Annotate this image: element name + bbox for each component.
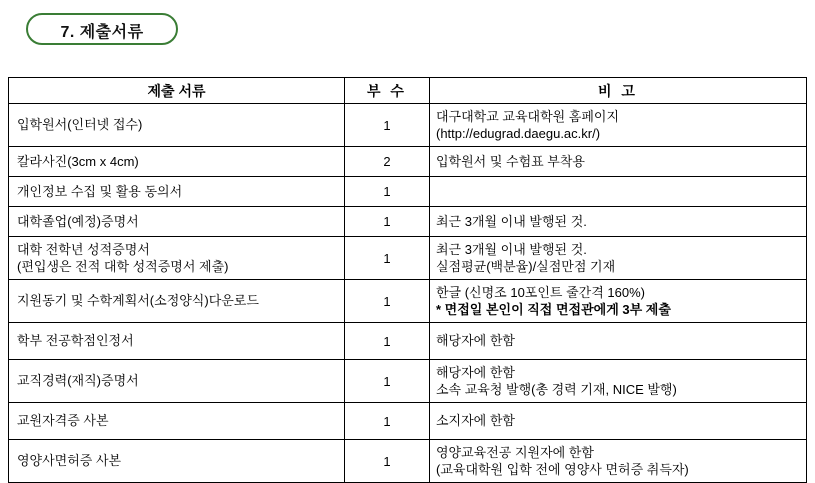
- note-line: 소지자에 한함: [436, 413, 515, 429]
- cell-note: [430, 207, 807, 237]
- table-row: [9, 403, 807, 440]
- note-line: 최근 3개월 이내 발행된 것.: [436, 241, 587, 257]
- cell-note: [430, 360, 807, 403]
- document-line: 교원자격증 사본: [17, 413, 109, 429]
- cell-note: [430, 147, 807, 177]
- document-line: (편입생은 전적 대학 성적증명서 제출): [17, 259, 229, 274]
- note-line: 입학원서 및 수험표 부착용: [436, 153, 585, 169]
- cell-document: [9, 323, 345, 360]
- column-header-note: 비 고: [430, 78, 807, 104]
- cell-document: [9, 360, 345, 403]
- column-header-count: 부 수: [345, 78, 430, 104]
- table-row: [9, 440, 807, 483]
- cell-document: [9, 147, 345, 177]
- cell-count: 1: [345, 207, 430, 237]
- table-row: [9, 280, 807, 323]
- document-line: 지원동기 및 수학계획서(소정양식)다운로드: [17, 293, 259, 309]
- cell-document: [9, 104, 345, 147]
- cell-count: 1: [345, 177, 430, 207]
- note-line: 최근 3개월 이내 발행된 것.: [436, 213, 587, 229]
- cell-document: [9, 280, 345, 323]
- cell-note: [430, 280, 807, 323]
- document-line: 칼라사진(3cm x 4cm): [17, 153, 139, 169]
- cell-document: [9, 440, 345, 483]
- note-line: 해당자에 한함: [436, 333, 515, 349]
- cell-document: [9, 403, 345, 440]
- cell-count: 1: [345, 237, 430, 280]
- cell-count: 1: [345, 323, 430, 360]
- cell-count: 1: [345, 360, 430, 403]
- cell-document: [9, 237, 345, 280]
- table-header-row: [9, 78, 807, 104]
- section-heading: [26, 13, 178, 45]
- cell-note: [430, 104, 807, 147]
- document-line: 학부 전공학점인정서: [17, 333, 134, 349]
- note-line: 해당자에 한함: [436, 364, 515, 380]
- cell-count: 1: [345, 104, 430, 147]
- table-row: [9, 104, 807, 147]
- cell-note: [430, 177, 807, 207]
- cell-note: [430, 440, 807, 483]
- table-row: [9, 237, 807, 280]
- cell-note: [430, 323, 807, 360]
- note-line: 대구대학교 교육대학원 홈페이지: [436, 108, 620, 124]
- document-line: 개인정보 수집 및 활용 동의서: [17, 183, 183, 199]
- document-line: 대학 전학년 성적증명서: [17, 241, 150, 257]
- table-row: [9, 147, 807, 177]
- cell-document: [9, 177, 345, 207]
- note-line: 영양교육전공 지원자에 한함: [436, 444, 594, 460]
- note-line: (http://edugrad.daegu.ac.kr/): [436, 126, 601, 141]
- document-line: 입학원서(인터넷 접수): [17, 117, 143, 133]
- note-line: 한글 (신명조 10포인트 줄간격 160%): [436, 284, 645, 300]
- cell-count: 1: [345, 403, 430, 440]
- cell-document: [9, 207, 345, 237]
- submission-documents-table: [8, 77, 807, 483]
- cell-count: 2: [345, 147, 430, 177]
- table-row: [9, 177, 807, 207]
- document-line: 대학졸업(예정)증명서: [17, 213, 139, 229]
- cell-note: [430, 403, 807, 440]
- document-line: 영양사면허증 사본: [17, 453, 122, 469]
- cell-note: [430, 237, 807, 280]
- section-heading-label: 7. 제출서류: [60, 24, 144, 41]
- table-body: [9, 104, 807, 483]
- note-line-emphasis: * 면접일 본인이 직접 면접관에게 3부 제출: [436, 302, 671, 317]
- note-line: (교육대학원 입학 전에 영양사 면허증 취득자): [436, 462, 689, 477]
- document-line: 교직경력(재직)증명서: [17, 373, 139, 389]
- note-line: 소속 교육청 발행(총 경력 기재, NICE 발행): [436, 382, 677, 397]
- table-row: [9, 323, 807, 360]
- cell-count: 1: [345, 280, 430, 323]
- note-line: 실점평균(백분율)/실점만점 기재: [436, 259, 616, 274]
- table-row: [9, 360, 807, 403]
- cell-count: 1: [345, 440, 430, 483]
- column-header-document: 제출 서류: [9, 78, 345, 104]
- table-row: [9, 207, 807, 237]
